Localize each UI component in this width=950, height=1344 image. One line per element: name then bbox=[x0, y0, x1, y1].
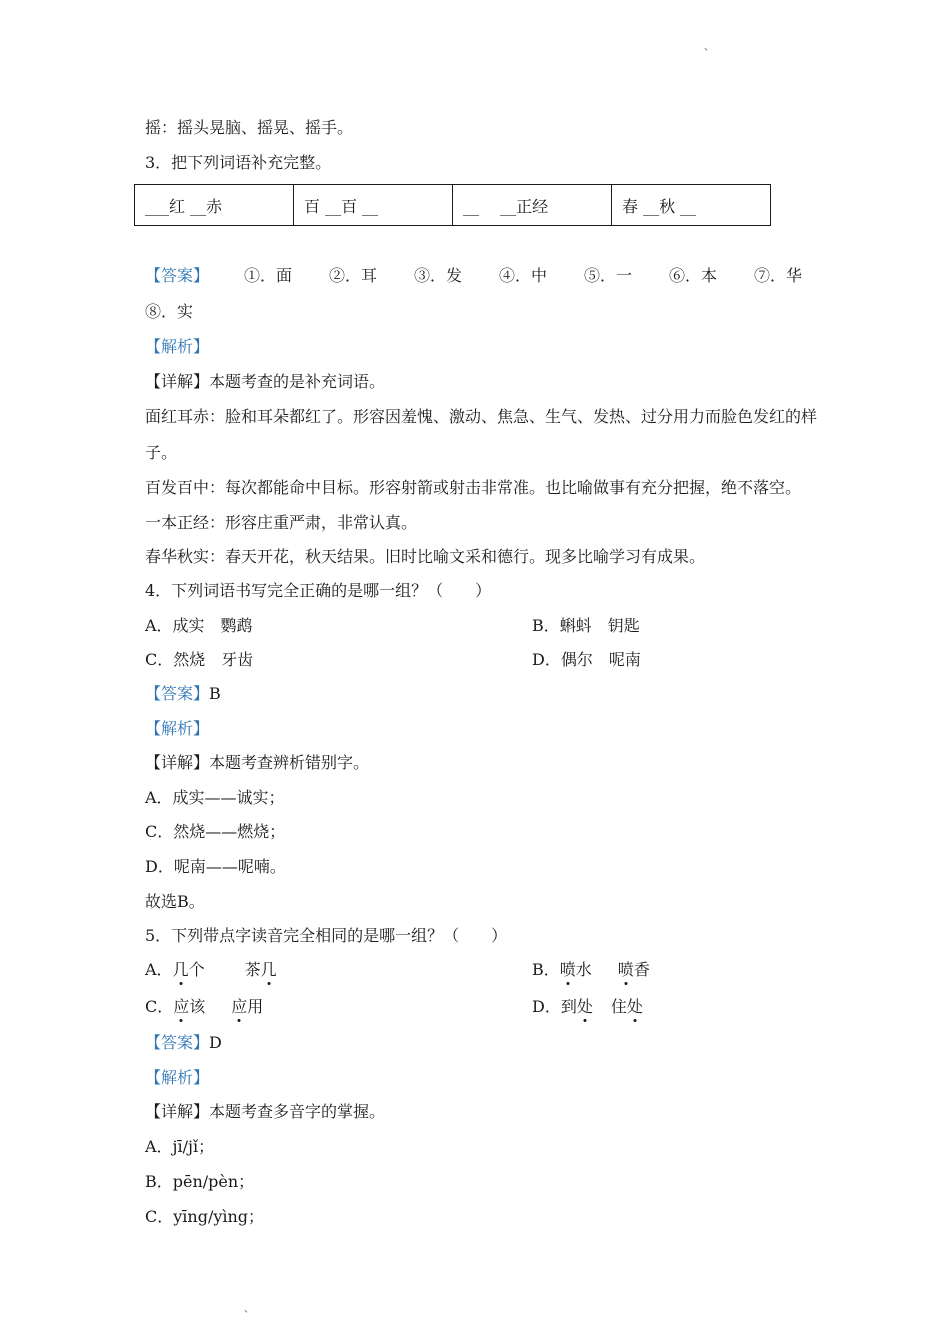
char: 茶 bbox=[244, 960, 261, 979]
question-5: 5．下列带点字读音完全相同的是哪一组？（ ） bbox=[145, 926, 508, 945]
dotted-char: 处 bbox=[626, 997, 643, 1016]
dotted-char: 应 bbox=[173, 997, 190, 1016]
detail-tag: 【详解】 bbox=[145, 372, 210, 391]
answer-tag: 【答案】 bbox=[145, 684, 210, 703]
answer-item: ⑦．华 bbox=[754, 266, 803, 285]
analysis-tag: 【解析】 bbox=[145, 337, 210, 356]
char: 住 bbox=[610, 997, 627, 1016]
q5-option-d bbox=[532, 996, 643, 1018]
char: 用 bbox=[247, 997, 264, 1016]
answer-tag: 【答案】 bbox=[145, 1033, 210, 1052]
explanation-line: 一本正经：形容庄重严肃，非常认真。 bbox=[145, 513, 418, 532]
analysis-tag: 【解析】 bbox=[145, 719, 210, 738]
char: 香 bbox=[633, 960, 650, 979]
char: 水 bbox=[575, 960, 592, 979]
question-4: 4．下列词语书写完全正确的是哪一组？（ ） bbox=[145, 581, 492, 600]
answer-item: ②．耳 bbox=[329, 266, 378, 285]
header-mark: 、 bbox=[704, 42, 714, 53]
dotted-char: 处 bbox=[576, 997, 593, 1016]
option-b: B．蝌蚪 钥匙 bbox=[532, 616, 640, 635]
dotted-char: 应 bbox=[231, 997, 248, 1016]
option-a: A．成实 鹦鹉 bbox=[145, 616, 253, 635]
answer-value: B bbox=[209, 684, 221, 703]
detail-tag: 【详解】 bbox=[145, 753, 210, 772]
char: 到 bbox=[560, 997, 577, 1016]
explanation-line: C．然烧——燃烧； bbox=[145, 822, 286, 841]
dotted-char: 喷 bbox=[617, 960, 634, 979]
detail-text: 本题考查多音字的掌握。 bbox=[209, 1102, 386, 1121]
char: 该 bbox=[189, 997, 206, 1016]
detail-text: 本题考查辨析错别字。 bbox=[209, 753, 370, 772]
analysis-tag: 【解析】 bbox=[145, 1068, 210, 1087]
detail-line bbox=[145, 752, 369, 774]
answer-item: ⑧．实 bbox=[145, 302, 194, 321]
option-label: A． bbox=[145, 960, 173, 979]
explanation-line: C．yīng/yìng； bbox=[145, 1207, 265, 1226]
option-c: C．然烧 牙齿 bbox=[145, 650, 254, 669]
char: 个 bbox=[188, 960, 205, 979]
explanation-line: 故选B。 bbox=[145, 892, 205, 911]
fill-cell-4: 春 __秋 __ bbox=[612, 185, 771, 226]
explanation-line: 百发百中：每次都能命中目标。形容射箭或射击非常准。也比喻做事有充分把握，绝不落空。 bbox=[145, 478, 802, 497]
answer-line bbox=[145, 683, 221, 705]
dotted-char: 几 bbox=[260, 960, 277, 979]
option-label: D． bbox=[532, 997, 561, 1016]
fill-cell-3: __ __正经 bbox=[453, 185, 612, 226]
answer-line bbox=[145, 1032, 222, 1054]
fill-cell-2: 百 __百 __ bbox=[294, 185, 453, 226]
q5-option-a bbox=[145, 959, 277, 981]
fill-in-table bbox=[134, 184, 771, 226]
answer-item: ③．发 bbox=[414, 266, 463, 285]
explanation-line: D．呢南——呢喃。 bbox=[145, 857, 286, 876]
answer-item: ④．中 bbox=[499, 266, 548, 285]
explanation-line: A．jī/jǐ； bbox=[145, 1137, 215, 1156]
question-3: 3．把下列词语补充完整。 bbox=[145, 153, 332, 172]
option-label: C． bbox=[145, 997, 174, 1016]
q5-option-c bbox=[145, 996, 263, 1018]
detail-tag: 【详解】 bbox=[145, 1102, 210, 1121]
q5-option-b bbox=[532, 959, 650, 981]
explanation-line: 子。 bbox=[145, 443, 178, 462]
answer-item: ⑤．一 bbox=[584, 266, 633, 285]
detail-text: 本题考查的是补充词语。 bbox=[209, 372, 386, 391]
footer-mark: 、 bbox=[244, 1304, 254, 1315]
fill-cell-1: ___红 __赤 bbox=[135, 185, 294, 226]
yao-line: 摇：摇头晃脑、摇晃、摇手。 bbox=[145, 118, 354, 137]
option-d: D．偶尔 呢南 bbox=[532, 650, 641, 669]
answer-tag: 【答案】 bbox=[145, 266, 210, 285]
dotted-char: 喷 bbox=[559, 960, 576, 979]
answer-value: D bbox=[209, 1033, 222, 1052]
answer-item: ⑥．本 bbox=[669, 266, 718, 285]
detail-line bbox=[145, 371, 385, 393]
explanation-line: A．成实——诚实； bbox=[145, 788, 285, 807]
explanation-line: 面红耳赤：脸和耳朵都红了。形容因羞愧、激动、焦急、生气、发热、过分用力而脸色发红的样 bbox=[145, 407, 818, 426]
answer-item: ①．面 bbox=[244, 266, 293, 285]
detail-line bbox=[145, 1101, 385, 1123]
explanation-line: B．pēn/pèn； bbox=[145, 1172, 255, 1191]
dotted-char: 几 bbox=[172, 960, 189, 979]
explanation-line: 春华秋实：春天开花，秋天结果。旧时比喻文采和德行。现多比喻学习有成果。 bbox=[145, 547, 706, 566]
option-label: B． bbox=[532, 960, 560, 979]
